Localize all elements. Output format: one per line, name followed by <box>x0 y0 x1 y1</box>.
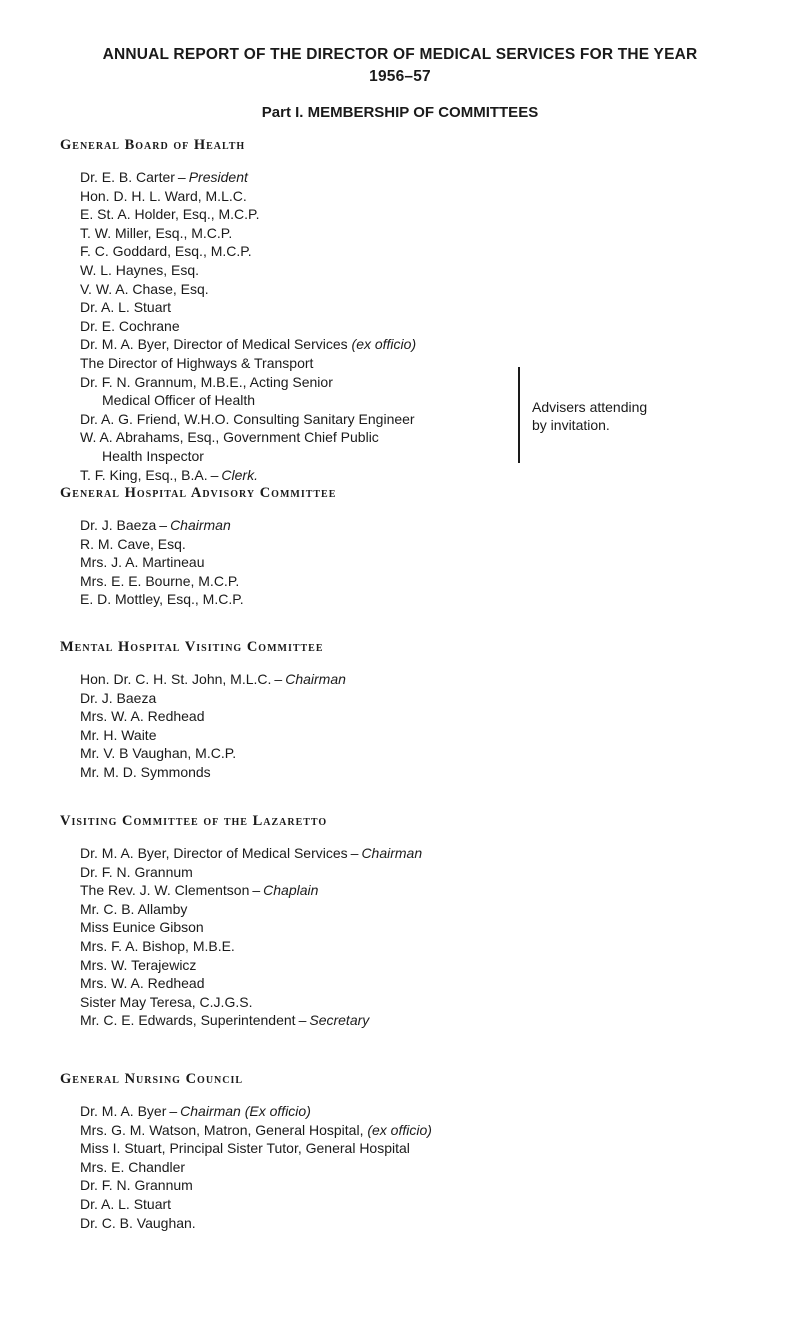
list-item <box>80 689 780 708</box>
member-name: Dr. F. N. Grannum, M.B.E., Acting Senior <box>80 373 333 390</box>
list-item <box>80 535 780 554</box>
member-name: Health Inspector <box>102 447 204 464</box>
list-item <box>80 744 780 763</box>
section-heading: Visiting Committee of the Lazaretto <box>60 813 328 829</box>
member-name: E. D. Mottley, Esq., M.C.P. <box>80 591 244 608</box>
list-item <box>80 993 780 1012</box>
list-item <box>80 373 780 392</box>
report-title-line-1: ANNUAL REPORT OF THE DIRECTOR OF MEDICAL SERVICES FOR THE YEAR <box>102 46 698 63</box>
member-name: Dr. F. N. Grannum <box>80 863 193 880</box>
dash: – <box>274 671 283 687</box>
member-name: R. M. Cave, Esq. <box>80 535 186 552</box>
list-item <box>80 466 780 485</box>
member-name: The Rev. J. W. Clementson <box>80 882 250 899</box>
member-name: Dr. C. B. Vaughan. <box>80 1214 196 1231</box>
report-title-line-2: 1956–57 <box>369 68 431 85</box>
list-item <box>80 280 780 299</box>
dash: – <box>210 466 219 483</box>
dash: – <box>298 1012 307 1029</box>
list-item <box>80 863 780 882</box>
list-item <box>80 354 780 373</box>
list-item <box>80 974 780 993</box>
list-item <box>80 881 780 900</box>
section-hospital-advisory <box>60 484 780 609</box>
member-name: E. St. A. Holder, Esq., M.C.P. <box>80 206 260 223</box>
list-item <box>80 1214 780 1233</box>
list-item <box>80 1102 780 1121</box>
member-list <box>60 516 780 609</box>
list-item <box>80 447 780 466</box>
member-name: Mrs. E. Chandler <box>80 1158 186 1175</box>
list-item <box>80 572 780 591</box>
member-name: T. W. Miller, Esq., M.C.P. <box>80 224 233 241</box>
list-item <box>80 844 780 863</box>
dash: – <box>177 169 186 185</box>
member-role: Clerk. <box>221 466 258 483</box>
list-item <box>80 670 780 689</box>
dash: – <box>169 1103 178 1119</box>
section-heading: Mental Hospital Visiting Committee <box>60 639 324 655</box>
member-name: Mrs. G. M. Watson, Matron, General Hospital, <box>80 1121 364 1138</box>
member-name: Medical Officer of Health <box>102 392 256 409</box>
member-name: Mr. H. Waite <box>80 726 157 743</box>
member-name: Mr. C. B. Allamby <box>80 900 188 917</box>
dash: – <box>350 845 359 861</box>
member-name: Dr. A. G. Friend, W.H.O. Consulting Sanitary Engineer <box>80 410 415 427</box>
member-name: Dr. M. A. Byer, Director of Medical Services <box>80 336 348 353</box>
list-item <box>80 168 780 187</box>
member-name: Mr. M. D. Symmonds <box>80 763 211 780</box>
list-item <box>80 261 780 280</box>
member-name: Dr. F. N. Grannum <box>80 1177 193 1194</box>
list-item <box>80 918 780 937</box>
member-list <box>60 670 780 782</box>
member-role: Secretary <box>309 1012 370 1029</box>
advisers-note-line: Advisers attending <box>532 399 648 415</box>
list-item <box>80 726 780 745</box>
section-heading: General Nursing Council <box>60 1071 244 1087</box>
list-item <box>80 1011 780 1030</box>
member-role: President <box>188 169 248 185</box>
section-lazaretto <box>60 812 780 1030</box>
member-name: Dr. E. Cochrane <box>80 317 180 334</box>
list-item <box>80 317 780 336</box>
member-name: Sister May Teresa, C.J.G.S. <box>80 993 253 1010</box>
member-role: (ex officio) <box>351 336 417 353</box>
list-item <box>80 298 780 317</box>
member-name: Mrs. W. Terajewicz <box>80 956 197 973</box>
list-item <box>80 1176 780 1195</box>
member-name: Dr. J. Baeza <box>80 689 157 706</box>
dash: – <box>252 882 261 899</box>
part-title: Part I. MEMBERSHIP OF COMMITTEES <box>261 104 539 121</box>
list-item <box>80 707 780 726</box>
list-item <box>80 937 780 956</box>
list-item <box>80 1121 780 1140</box>
member-name: Mr. V. B Vaughan, M.C.P. <box>80 745 237 762</box>
member-name: Mrs. E. E. Bourne, M.C.P. <box>80 572 240 589</box>
section-nursing-council <box>60 1070 780 1232</box>
list-item <box>80 187 780 206</box>
member-name: W. L. Haynes, Esq. <box>80 261 200 278</box>
member-role: Chairman (Ex officio) <box>180 1103 311 1119</box>
list-item <box>80 205 780 224</box>
list-item <box>80 590 780 609</box>
list-item <box>80 224 780 243</box>
member-role: Chaplain <box>263 882 319 899</box>
member-name: Dr. A. L. Stuart <box>80 1195 172 1212</box>
member-name: Hon. Dr. C. H. St. John, M.L.C. <box>80 671 272 687</box>
list-item <box>80 335 780 354</box>
list-item <box>80 428 780 447</box>
member-list <box>60 1102 780 1232</box>
member-role: Chairman <box>170 517 231 533</box>
member-name: V. W. A. Chase, Esq. <box>80 280 209 297</box>
list-item <box>80 956 780 975</box>
member-name: Dr. M. A. Byer <box>80 1103 167 1119</box>
member-name: T. F. King, Esq., B.A. <box>80 466 208 483</box>
member-name: Mrs. W. A. Redhead <box>80 708 205 725</box>
member-list <box>60 844 780 1030</box>
list-item <box>80 410 780 429</box>
section-general-board <box>60 136 780 484</box>
member-role: Chairman <box>285 671 346 687</box>
member-list <box>60 168 780 484</box>
section-heading: General Board of Health <box>60 137 246 153</box>
list-item <box>80 763 780 782</box>
list-item <box>80 1195 780 1214</box>
member-role: Chairman <box>361 845 423 861</box>
list-item <box>80 516 780 535</box>
advisers-note <box>532 398 647 434</box>
member-name: Mrs. W. A. Redhead <box>80 975 205 992</box>
member-name: Miss I. Stuart, Principal Sister Tutor, General Hospital <box>80 1140 410 1157</box>
list-item <box>80 242 780 261</box>
member-name: Dr. M. A. Byer, Director of Medical Services <box>80 845 348 861</box>
list-item <box>80 1158 780 1177</box>
member-name: Mr. C. E. Edwards, Superintendent <box>80 1012 296 1029</box>
member-role: (ex officio) <box>367 1121 432 1138</box>
list-item <box>80 553 780 572</box>
advisers-brace <box>512 367 520 463</box>
member-name: Hon. D. H. L. Ward, M.L.C. <box>80 187 247 204</box>
member-name: Dr. E. B. Carter <box>80 169 175 185</box>
member-name: Mrs. J. A. Martineau <box>80 554 205 571</box>
member-name: Miss Eunice Gibson <box>80 919 204 936</box>
section-heading: General Hospital Advisory Committee <box>60 485 337 501</box>
member-name: The Director of Highways & Transport <box>80 354 314 371</box>
member-name: F. C. Goddard, Esq., M.C.P. <box>80 243 252 260</box>
list-item <box>80 391 780 410</box>
section-mental-hospital <box>60 638 780 782</box>
dash: – <box>159 517 168 533</box>
member-name: Mrs. F. A. Bishop, M.B.E. <box>80 937 235 954</box>
list-item <box>80 900 780 919</box>
member-name: Dr. A. L. Stuart <box>80 299 172 316</box>
list-item <box>80 1139 780 1158</box>
member-name: Dr. J. Baeza <box>80 517 157 533</box>
member-name: W. A. Abrahams, Esq., Government Chief Public <box>80 429 379 446</box>
advisers-note-line: by invitation. <box>532 417 610 433</box>
